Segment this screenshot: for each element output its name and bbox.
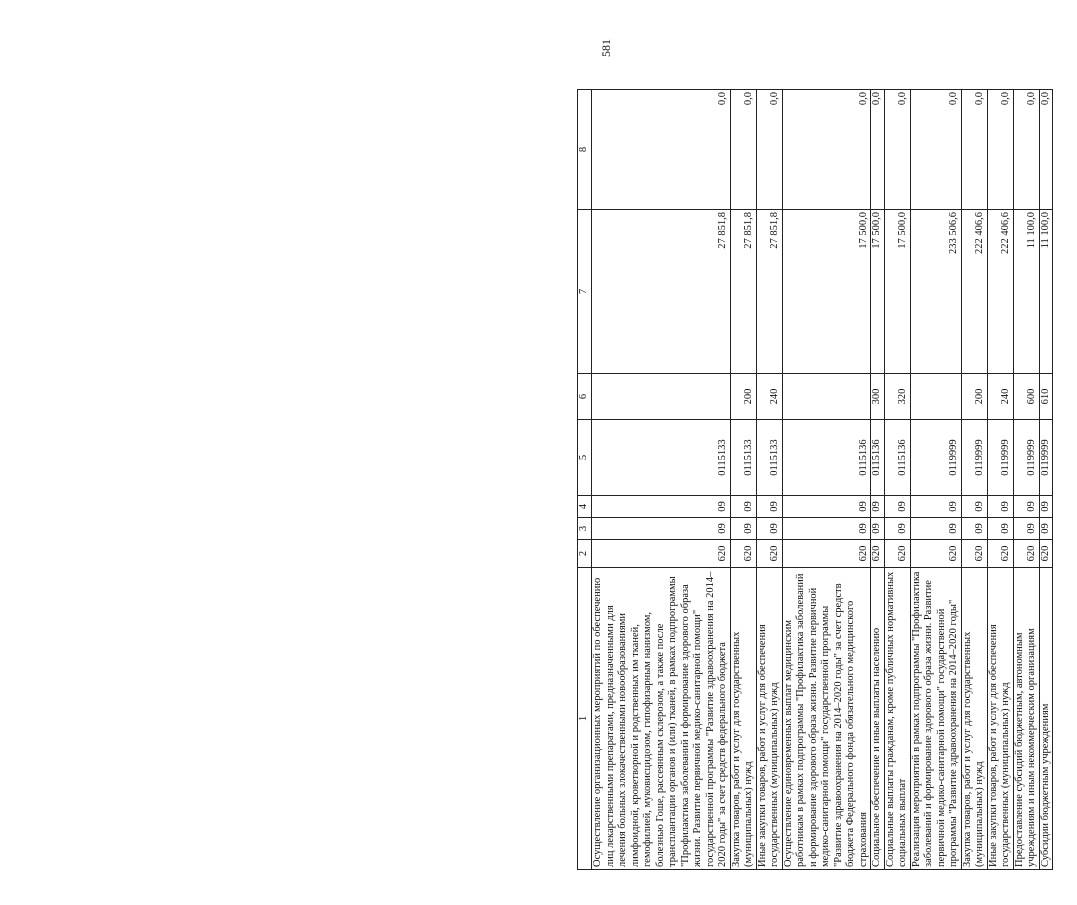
table-row [987,90,1013,870]
table-row [884,90,910,870]
cell-expense-type: 200 [730,374,756,420]
table-row [592,90,731,870]
rotated-page-content [577,90,1077,870]
page-number: 581 [599,39,613,57]
cell-amount-2: 0,0 [756,90,782,210]
column-header: 2 [578,540,592,568]
column-header: 7 [578,210,592,374]
cell-description: Закупка товаров, работ и услуг для государственных (муниципальных) нужд [961,568,987,870]
cell-subsection-code: 09 [961,496,987,518]
table-header-row [578,90,592,870]
cell-section-code: 09 [961,518,987,540]
cell-description: Социальные выплаты гражданам, кроме публичных нормативных социальных выплат [884,568,910,870]
cell-target-article: 0119999 [961,420,987,496]
cell-expense-type: 610 [1039,374,1053,420]
cell-section-code: 09 [987,518,1013,540]
cell-description: Осуществление организационных мероприятий по обеспечению лиц лекарственными препаратами, предназначенными для лечения больных злокачественными новообразованиями лимфоидной, кроветворной и родственных им тканей, гемофилией, муковисцидозом, гипофизарным нанизмом, болезнью Гоше, рассеянным склерозом, а также после трансплантации органов и (или) тканей, в рамках подпрограммы "Профилактика заболеваний и формирование здорового образа жизни. Развитие первичной медико-санитарной помощи" государственной программы "Развитие здравоохранения на 2014–2020 годы" за счет средств федерального бюджета [592,568,731,870]
cell-ministry-code: 620 [871,540,885,568]
cell-target-article: 0115136 [871,420,885,496]
cell-subsection-code: 09 [910,496,961,518]
cell-target-article: 0119999 [910,420,961,496]
cell-amount-2: 0,0 [782,90,871,210]
cell-target-article: 0119999 [1039,420,1053,496]
cell-subsection-code: 09 [987,496,1013,518]
cell-amount: 222 406,6 [961,210,987,374]
cell-ministry-code: 620 [782,540,871,568]
cell-amount: 27 851,8 [592,210,731,374]
table-row [1039,90,1053,870]
cell-expense-type: 240 [987,374,1013,420]
cell-section-code: 09 [884,518,910,540]
cell-ministry-code: 620 [1039,540,1053,568]
cell-expense-type: 240 [756,374,782,420]
cell-amount-2: 0,0 [1039,90,1053,210]
cell-section-code: 09 [1013,518,1039,540]
cell-ministry-code: 620 [910,540,961,568]
cell-target-article: 0115133 [730,420,756,496]
cell-expense-type: 600 [1013,374,1039,420]
cell-target-article: 0115136 [782,420,871,496]
table-row [871,90,885,870]
cell-amount: 17 500,0 [782,210,871,374]
cell-target-article: 0119999 [1013,420,1039,496]
table-row [730,90,756,870]
cell-description: Субсидии бюджетным учреждениям [1039,568,1053,870]
cell-amount: 11 100,0 [1039,210,1053,374]
cell-target-article: 0115133 [592,420,731,496]
cell-section-code: 09 [592,518,731,540]
cell-amount-2: 0,0 [910,90,961,210]
cell-target-article: 0115133 [756,420,782,496]
cell-amount-2: 0,0 [871,90,885,210]
table-row [1013,90,1039,870]
table-row [961,90,987,870]
cell-section-code: 09 [756,518,782,540]
cell-expense-type [782,374,871,420]
cell-ministry-code: 620 [884,540,910,568]
cell-amount-2: 0,0 [592,90,731,210]
cell-amount: 11 100,0 [1013,210,1039,374]
cell-amount: 222 406,6 [987,210,1013,374]
cell-subsection-code: 09 [782,496,871,518]
cell-amount: 233 506,6 [910,210,961,374]
table-row [782,90,871,870]
column-header: 8 [578,90,592,210]
column-header: 5 [578,420,592,496]
cell-subsection-code: 09 [592,496,731,518]
cell-target-article: 0115136 [884,420,910,496]
cell-amount: 17 500,0 [884,210,910,374]
cell-amount: 17 500,0 [871,210,885,374]
cell-ministry-code: 620 [987,540,1013,568]
cell-section-code: 09 [910,518,961,540]
cell-section-code: 09 [1039,518,1053,540]
cell-description: Реализация мероприятий в рамках подпрограммы "Профилактика заболеваний и формирование здорового образа жизни. Развитие первичной медико-санитарной помощи" государственной программы "Развитие здравоохранения на 2014–2020 годы" [910,568,961,870]
cell-subsection-code: 09 [871,496,885,518]
cell-expense-type [910,374,961,420]
cell-target-article: 0119999 [987,420,1013,496]
budget-table [577,89,1053,870]
cell-ministry-code: 620 [756,540,782,568]
cell-expense-type [592,374,731,420]
column-header: 3 [578,518,592,540]
cell-amount: 27 851,8 [730,210,756,374]
cell-amount-2: 0,0 [884,90,910,210]
cell-ministry-code: 620 [730,540,756,568]
cell-description: Иные закупки товаров, работ и услуг для обеспечения государственных (муниципальных) нужд [756,568,782,870]
cell-section-code: 09 [730,518,756,540]
cell-subsection-code: 09 [1039,496,1053,518]
cell-description: Иные закупки товаров, работ и услуг для обеспечения государственных (муниципальных) нужд [987,568,1013,870]
cell-amount-2: 0,0 [987,90,1013,210]
cell-expense-type: 200 [961,374,987,420]
cell-section-code: 09 [871,518,885,540]
cell-expense-type: 300 [871,374,885,420]
cell-amount-2: 0,0 [730,90,756,210]
cell-description: Предоставление субсидий бюджетным, автономным учреждениям и иным некоммерческим организациям [1013,568,1039,870]
table-row [910,90,961,870]
cell-subsection-code: 09 [1013,496,1039,518]
cell-subsection-code: 09 [884,496,910,518]
cell-section-code: 09 [782,518,871,540]
cell-ministry-code: 620 [592,540,731,568]
cell-ministry-code: 620 [1013,540,1039,568]
cell-subsection-code: 09 [730,496,756,518]
column-header: 4 [578,496,592,518]
column-header: 1 [578,568,592,870]
cell-ministry-code: 620 [961,540,987,568]
cell-amount-2: 0,0 [961,90,987,210]
cell-subsection-code: 09 [756,496,782,518]
table-body [578,90,1053,870]
cell-description: Социальное обеспечение и иные выплаты населению [871,568,885,870]
cell-amount: 27 851,8 [756,210,782,374]
table-row [756,90,782,870]
cell-description: Закупка товаров, работ и услуг для государственных (муниципальных) нужд [730,568,756,870]
cell-description: Осуществление единовременных выплат медицинским работникам в рамках подпрограммы "Профилактика заболеваний и формирование здорового образа жизни. Развитие первичной медико-санитарной помощи" государственной программы "Развитие здравоохранения на 2014–2020 годы" за счет средств бюджета Федерального фонда обязательного медицинского страхования [782,568,871,870]
column-header: 6 [578,374,592,420]
cell-expense-type: 320 [884,374,910,420]
cell-amount-2: 0,0 [1013,90,1039,210]
